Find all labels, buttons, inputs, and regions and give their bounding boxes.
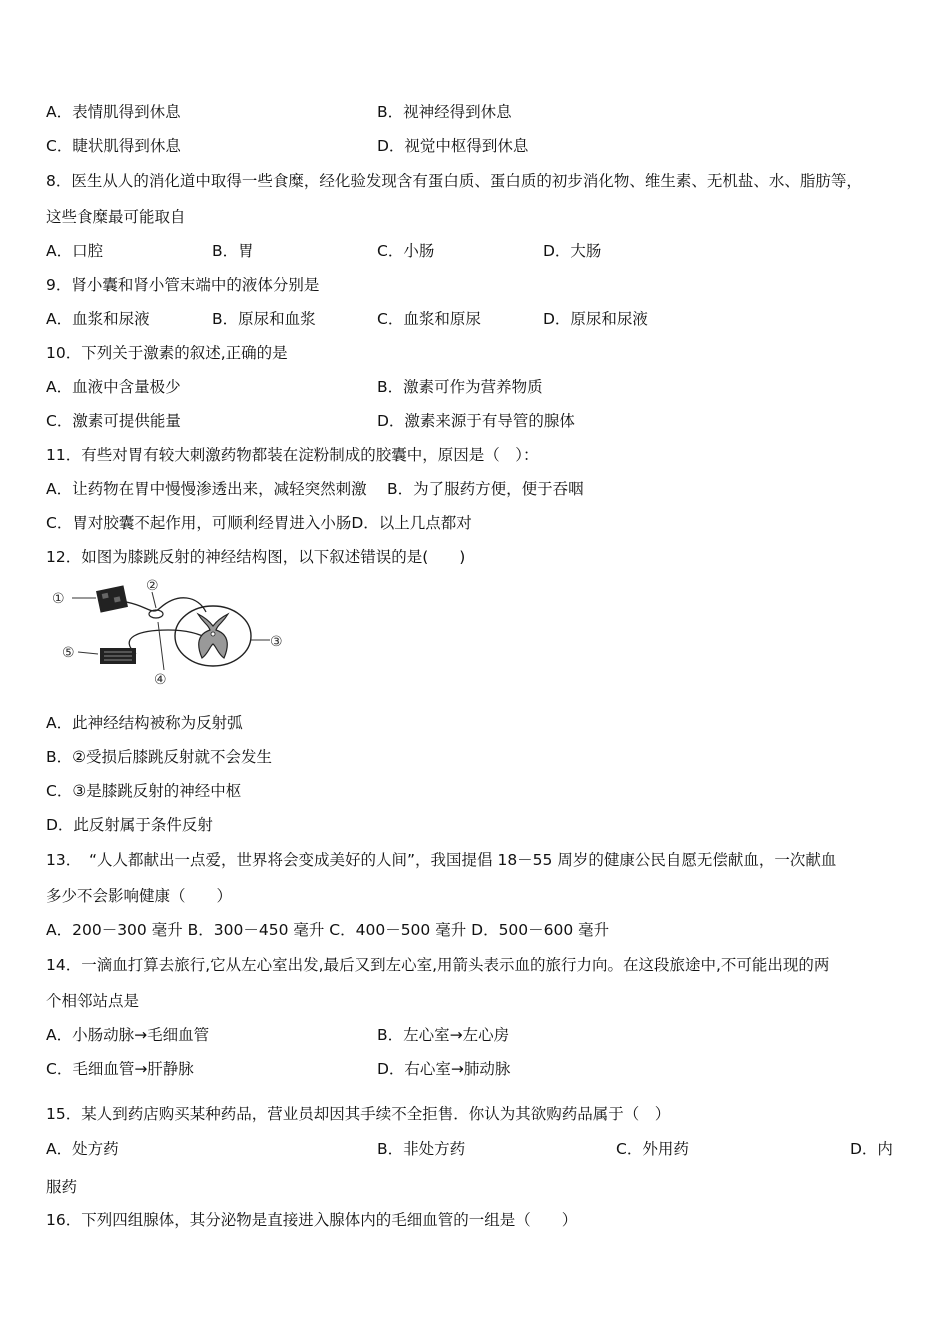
q15-option-d-wrap: 服药 (46, 1178, 78, 1196)
q14-stem-line1: 14．一滴血打算去旅行,它从左心室出发,最后又到左心室,用箭头表示血的旅行力向。在这段旅途中,不可能出现的两 (46, 956, 830, 974)
q15-option-c: C．外用药 (616, 1140, 689, 1158)
q11-options-ab: A．让药物在胃中慢慢渗透出来，减轻突然刺激 B．为了服药方便，便于吞咽 (46, 480, 584, 498)
q11-options-cd: C．胃对胶囊不起作用，可顺利经胃进入小肠D．以上几点都对 (46, 514, 472, 532)
q10-stem: 10．下列关于激素的叙述,正确的是 (46, 344, 288, 362)
q7-option-c: C．睫状肌得到休息 (46, 137, 181, 155)
q13-stem-line1: 13． “人人都献出一点爱，世界将会变成美好的人间”，我国提倡 18－55 周岁的健康公民自愿无偿献血，一次献血 (46, 851, 837, 869)
q16-stem: 16．下列四组腺体，其分泌物是直接进入腺体内的毛细血管的一组是（ ） (46, 1211, 578, 1229)
effector-muscle (100, 648, 136, 664)
q8-option-a: A．口腔 (46, 242, 104, 260)
q12-option-a: A．此神经结构被称为反射弧 (46, 714, 243, 732)
q13-options: A．200－300 毫升 B．300－450 毫升 C．400－500 毫升 D．500－600 毫升 (46, 921, 610, 939)
q7-option-a: A．表情肌得到休息 (46, 103, 181, 121)
label-4: ④ (154, 672, 167, 688)
q10-option-a: A．血液中含量极少 (46, 378, 181, 396)
q14-option-d: D．右心室→肺动脉 (377, 1060, 511, 1078)
q15-option-d: D．内 (850, 1140, 893, 1158)
q15-option-a: A．处方药 (46, 1140, 119, 1158)
q8-stem-line2: 这些食糜最可能取自 (46, 208, 186, 226)
q14-option-c: C．毛细血管→肝静脉 (46, 1060, 194, 1078)
spinal-cord-section (175, 606, 251, 666)
label-2: ② (146, 578, 159, 594)
q12-option-c: C．③是膝跳反射的神经中枢 (46, 782, 242, 800)
q11-stem: 11．有些对胃有较大刺激药物都装在淀粉制成的胶囊中，原因是（ ）： (46, 446, 539, 464)
receptor-block (96, 585, 128, 612)
q10-option-c: C．激素可提供能量 (46, 412, 181, 430)
q14-stem-line2: 个相邻站点是 (46, 992, 140, 1010)
q8-option-d: D．大肠 (543, 242, 602, 260)
q9-stem: 9．肾小囊和肾小管末端中的液体分别是 (46, 276, 320, 294)
q12-option-b: B．②受损后膝跳反射就不会发生 (46, 748, 273, 766)
q8-option-c: C．小肠 (377, 242, 435, 260)
q10-option-d: D．激素来源于有导管的腺体 (377, 412, 575, 430)
q12-option-d: D．此反射属于条件反射 (46, 816, 213, 834)
q9-option-b: B．原尿和血浆 (212, 310, 316, 328)
efferent-nerve (129, 630, 208, 654)
label-line-2 (152, 592, 156, 608)
label-line-5 (78, 652, 98, 654)
q7-option-d: D．视觉中枢得到休息 (377, 137, 529, 155)
q9-option-a: A．血浆和尿液 (46, 310, 150, 328)
q12-stem: 12．如图为膝跳反射的神经结构图，以下叙述错误的是( ) (46, 548, 466, 566)
label-1: ① (52, 591, 65, 607)
q10-option-b: B．激素可作为营养物质 (377, 378, 543, 396)
reflex-arc-diagram (48, 578, 298, 690)
q7-option-b: B．视神经得到休息 (377, 103, 512, 121)
q13-stem-line2: 多少不会影响健康（ ） (46, 887, 233, 905)
q8-option-b: B．胃 (212, 242, 254, 260)
q8-stem-line1: 8．医生从人的消化道中取得一些食糜，经化验发现含有蛋白质、蛋白质的初步消化物、维生素、无机盐、水、脂肪等， (46, 172, 862, 190)
q14-option-a: A．小肠动脉→毛细血管 (46, 1026, 210, 1044)
q9-option-d: D．原尿和尿液 (543, 310, 648, 328)
label-line-4 (158, 622, 164, 670)
q15-option-b: B．非处方药 (377, 1140, 466, 1158)
q15-stem: 15．某人到药店购买某种药品，营业员却因其手续不全拒售．你认为其欲购药品属于（ ） (46, 1105, 671, 1123)
q14-option-b: B．左心室→左心房 (377, 1026, 510, 1044)
q9-option-c: C．血浆和原尿 (377, 310, 481, 328)
label-5: ⑤ (62, 645, 75, 661)
label-3: ③ (270, 634, 283, 650)
